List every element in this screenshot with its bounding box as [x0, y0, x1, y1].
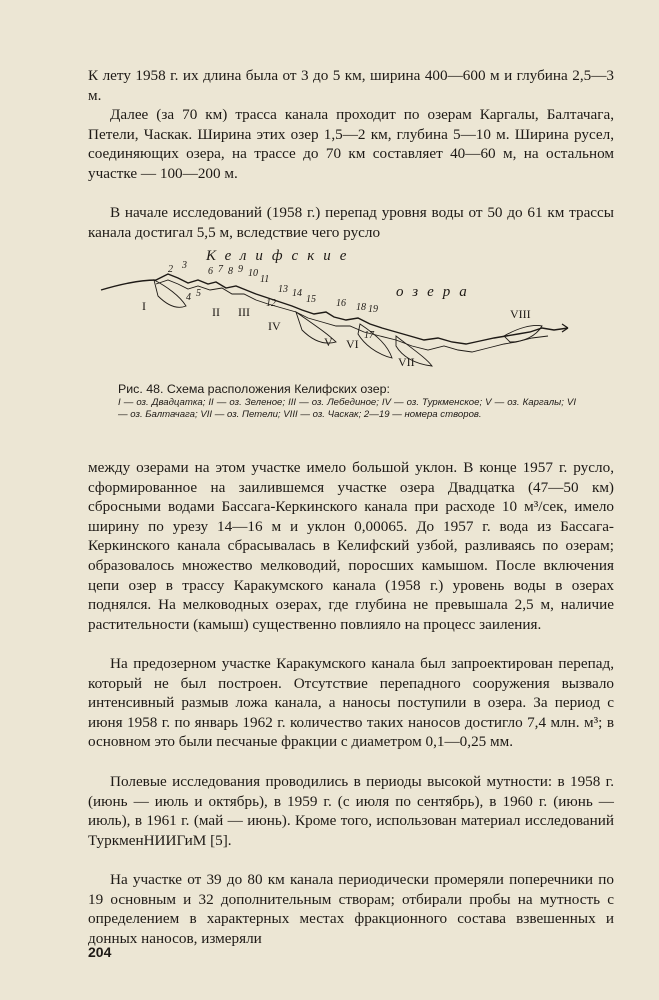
paragraph-1: К лету 1958 г. их длина была от 3 до 5 км, ширина 400—600 м и глубина 2,5—3 м. — [88, 67, 614, 104]
caption-legend: I — оз. Двадцатка; II — оз. Зеленое; III — оз. Лебединое; IV — оз. Туркменское; V — оз. Каргалы; VI — оз. Балтачага; VII — оз. Петели; VIII — оз. Часкак; 2—19 — номера створов. — [118, 397, 576, 421]
page-number: 204 — [88, 944, 112, 960]
lake-outline-twadzatka — [154, 280, 186, 307]
section-number: 11 — [260, 274, 270, 285]
section-number: 9 — [238, 264, 243, 275]
figure-label-bottom: озера — [396, 284, 476, 300]
lake-label: VIII — [510, 307, 531, 321]
section-number: 13 — [278, 284, 288, 295]
section-number: 10 — [248, 268, 258, 279]
section-number: 12 — [266, 298, 276, 309]
lake-label: VII — [398, 355, 415, 369]
paragraph-7: На участке от 39 до 80 км канала периодически промеряли поперечники по 19 основным и 32 дополнительным створам; отбирали пробы на мутность с определением в характерных местах фракционного состава взвешенных и донных наносов, измеряли — [88, 871, 614, 947]
figure-label-top: Келифские — [206, 248, 356, 264]
lake-label: V — [324, 335, 333, 349]
section-number: 18 — [356, 302, 366, 313]
lake-label: III — [238, 305, 250, 319]
paragraph-4: между озерами на этом участке имело большой уклон. В конце 1957 г. русло, сформированное на заилившемся участке озера Двадцатка (47—50 км) сбросными водами Бассага-Керкинского канала при расходе 10 м³/сек, имело ширину по урезу 14—16 м и уклон 0,00065. До 1957 г. вода из Бассага-Керкинского канала сбрасывалась в Келифский узбой, разливаясь по озерам; образовалось множество мелководий, поросших камышом. После включения цепи озер в трассу Каракумского канала (1958 г.) уровень воды в озерах поднялся. На мелководных озерах, где глубина не превышала 2,5 м, наличие растительности (камыш) существенно повлияло на процесс заиления. — [88, 459, 614, 633]
section-number: 15 — [306, 294, 316, 305]
paragraph-6: Полевые исследования проводились в периоды высокой мутности: в 1958 г. (июнь — июль и октябрь), в 1959 г. (с июля по сентябрь), в 1960 г. (июнь — июль), в 1961 г. (май — июнь). Кроме того, использован материал исследований ТуркменНИИГиМ [5]. — [88, 773, 614, 849]
section-number: 14 — [292, 288, 302, 299]
caption-title: Рис. 48. Схема расположения Келифских озер: — [118, 382, 390, 396]
section-number: 2 — [168, 264, 173, 275]
paragraph-2: Далее (за 70 км) трасса канала проходит по озерам Каргалы, Балтачага, Петели, Часкак. Ширина этих озер 1,5—2 км, глубина 5—10 м. Ширина русел, соединяющих озера, на трассе до 70 км составляет 40—60 м, на остальном участке — 100—200 м. — [88, 106, 614, 182]
lake-label: IV — [268, 319, 281, 333]
section-number: 4 — [186, 292, 191, 303]
paragraph-3: В начале исследований (1958 г.) перепад уровня воды от 50 до 61 км трассы канала достигал 5,5 м, вследствие чего русло — [88, 204, 614, 241]
section-number: 17 — [364, 330, 374, 341]
lake-label: I — [142, 299, 146, 313]
figure-caption — [118, 381, 576, 422]
lakes-scheme-figure — [96, 246, 596, 376]
canal-route-line — [101, 274, 568, 344]
section-number: 5 — [196, 288, 201, 299]
section-number: 19 — [368, 304, 378, 315]
section-number: 16 — [336, 298, 346, 309]
section-number: 7 — [218, 264, 223, 275]
paragraph-5: На предозерном участке Каракумского канала был запроектирован перепад, который не был построен. Отсутствие перепадного сооружения вызвало интенсивный размыв ложа канала, а наносы поступили в озера. За период с июня 1958 г. по январь 1962 г. количество таких наносов достигло 7,4 млн. м³; в основном это были песчаные фракции с диаметром 0,1—0,25 мм. — [88, 655, 614, 751]
lake-label: VI — [346, 337, 359, 351]
section-number: 3 — [182, 260, 187, 271]
lake-label: II — [212, 305, 220, 319]
section-number: 8 — [228, 266, 233, 277]
section-number: 6 — [208, 266, 213, 277]
